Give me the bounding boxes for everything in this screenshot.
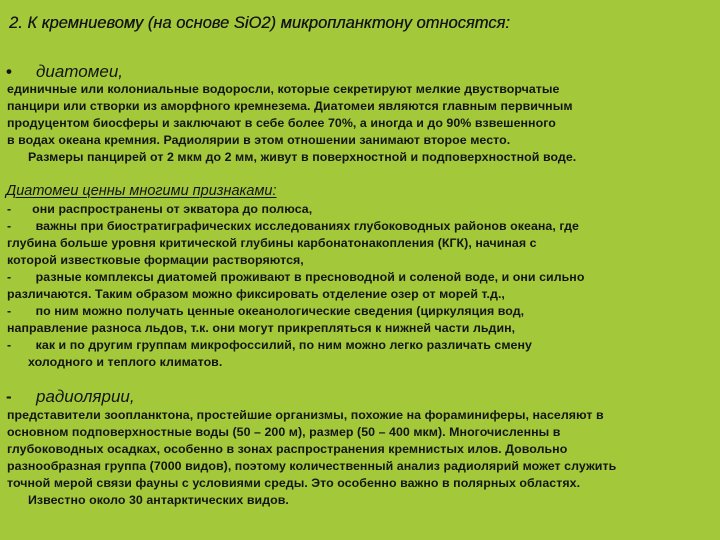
text-line: единичные или колониальные водоросли, которые секретируют мелкие двустворчатые bbox=[7, 82, 560, 96]
diatoms-heading bbox=[6, 62, 123, 82]
text-line: различаются. Таким образом можно фиксировать отделение озер от морей т.д., bbox=[7, 287, 505, 301]
radiolarians-paragraph bbox=[7, 407, 616, 509]
bullet-marker: • bbox=[6, 62, 12, 81]
text-line: Известно около 30 антарктических видов. bbox=[7, 493, 289, 507]
text-line: представители зоопланктона, простейшие организмы, похожие на фораминиферы, населяют в bbox=[7, 408, 604, 422]
text-line: глубина больше уровня критической глубины карбонатонакопления (КГК), начиная с bbox=[7, 236, 537, 250]
text-line: панцири или створки из аморфного кремнезема. Диатомеи являются главным первичным bbox=[7, 99, 573, 113]
radiolarians-heading-text: радиолярии, bbox=[36, 387, 135, 406]
text-line: которой известковые формации растворяются, bbox=[7, 253, 304, 267]
diatoms-heading-text: диатомеи, bbox=[36, 62, 124, 81]
text-line: основном подповерхностные воды (50 – 200 м), размер (50 – 400 мкм). Многочисленны в bbox=[7, 425, 561, 439]
text-line: разнообразная группа (7000 видов), поэтому количественный анализ радиолярий может служить bbox=[7, 459, 617, 473]
diatoms-features-list bbox=[7, 201, 584, 371]
text-line: точной мерой связи фауны с условиями среды. Это особенно важно в полярных областях. bbox=[7, 476, 581, 490]
slide-title: 2. К кремниевому (на основе SiO2) микропланктону относятся: bbox=[9, 14, 510, 32]
text-line: глубоководных осадках, особенно в зонах распространения кремнистых илов. Довольно bbox=[7, 442, 568, 456]
radiolarians-heading bbox=[6, 387, 135, 407]
diatoms-features-subheading: Диатомеи ценны многими признаками: bbox=[6, 183, 277, 199]
text-line: направление разноса льдов, т.к. они могут прикрепляться к нижней части льдин, bbox=[7, 321, 516, 335]
list-item: - по ним можно получать ценные океанологические сведения (циркуляция вод, bbox=[7, 304, 525, 318]
list-item: - важны при биостратиграфических исследованиях глубоководных районов океана, где bbox=[7, 219, 579, 233]
bullet-marker: - bbox=[6, 387, 12, 406]
text-line: Размеры панцирей от 2 мкм до 2 мм, живут в поверхностной и подповерхностной воде. bbox=[7, 150, 577, 164]
text-line: холодного и теплого климатов. bbox=[7, 355, 223, 369]
diatoms-paragraph bbox=[7, 81, 576, 166]
list-item: - они распространены от экватора до полюса, bbox=[7, 202, 313, 216]
list-item: - как и по другим группам микрофоссилий, по ним можно легко различать смену bbox=[7, 338, 532, 352]
list-item: - разные комплексы диатомей проживают в пресноводной и соленой воде, и они сильно bbox=[7, 270, 585, 284]
text-line: в водах океана кремния. Радиолярии в этом отношении занимают второе место. bbox=[7, 133, 511, 147]
text-line: продуцентом биосферы и заключают в себе более 70%, а иногда и до 90% взвешенного bbox=[7, 116, 556, 130]
